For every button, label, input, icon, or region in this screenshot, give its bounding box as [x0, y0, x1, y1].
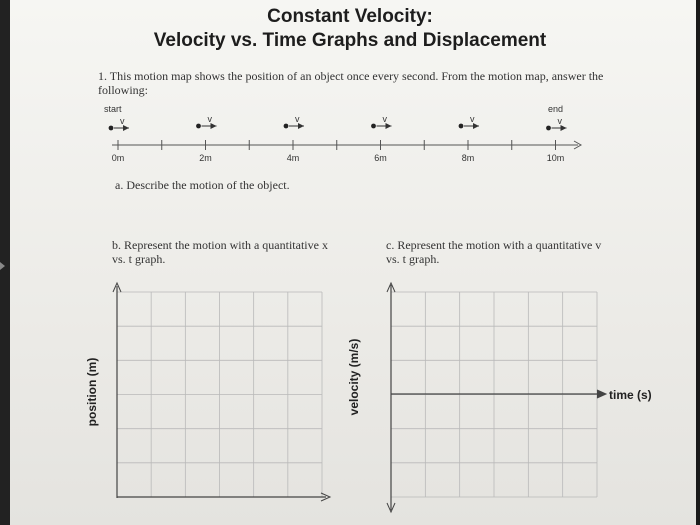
motion-dots	[109, 114, 567, 130]
graph-c-velocity-time	[347, 283, 652, 512]
graph-b-grid	[117, 292, 322, 497]
start-label: start	[104, 104, 122, 114]
part-c-prompt: c. Represent the motion with a quantitative v vs. t graph.	[386, 238, 602, 266]
title-line-2: Velocity vs. Time Graphs and Displacement	[153, 30, 547, 51]
vector-label: v	[295, 114, 300, 124]
part-a-prompt: a. Describe the motion of the object.	[115, 178, 290, 192]
tick-label: 2m	[199, 153, 212, 163]
graph-b-y-label: position (m)	[85, 357, 99, 427]
position-dot	[284, 124, 289, 129]
graph-c-x-label: time (s)	[609, 388, 652, 402]
graph-b-position-time	[85, 283, 330, 501]
title-line-1: Constant Velocity:	[267, 6, 433, 27]
position-dot	[371, 124, 376, 129]
graph-c-y-label: velocity (m/s)	[347, 338, 361, 416]
graph-c-x-arrowhead	[597, 390, 606, 398]
position-dot	[459, 124, 464, 129]
tick-label: 4m	[286, 153, 300, 163]
tick-label: 8m	[461, 153, 475, 163]
position-dot	[196, 124, 201, 129]
question-1: 1. This motion map shows the position of an object once every second. From the motion map, answer the following:	[98, 69, 604, 97]
position-dot	[546, 126, 551, 131]
vector-label: v	[382, 114, 387, 124]
axis-ticks	[112, 140, 565, 163]
motion-map	[104, 104, 581, 163]
vector-label: v	[207, 114, 212, 124]
part-b-prompt: b. Represent the motion with a quantitative x vs. t graph.	[112, 238, 328, 266]
end-label: end	[548, 104, 564, 114]
vector-label: v	[120, 116, 125, 126]
vector-label: v	[470, 114, 475, 124]
tick-label: 0m	[111, 153, 125, 163]
vector-label: v	[557, 116, 562, 126]
tick-label: 6m	[374, 153, 387, 163]
position-dot	[109, 126, 114, 131]
tick-label: 10m	[546, 153, 565, 163]
